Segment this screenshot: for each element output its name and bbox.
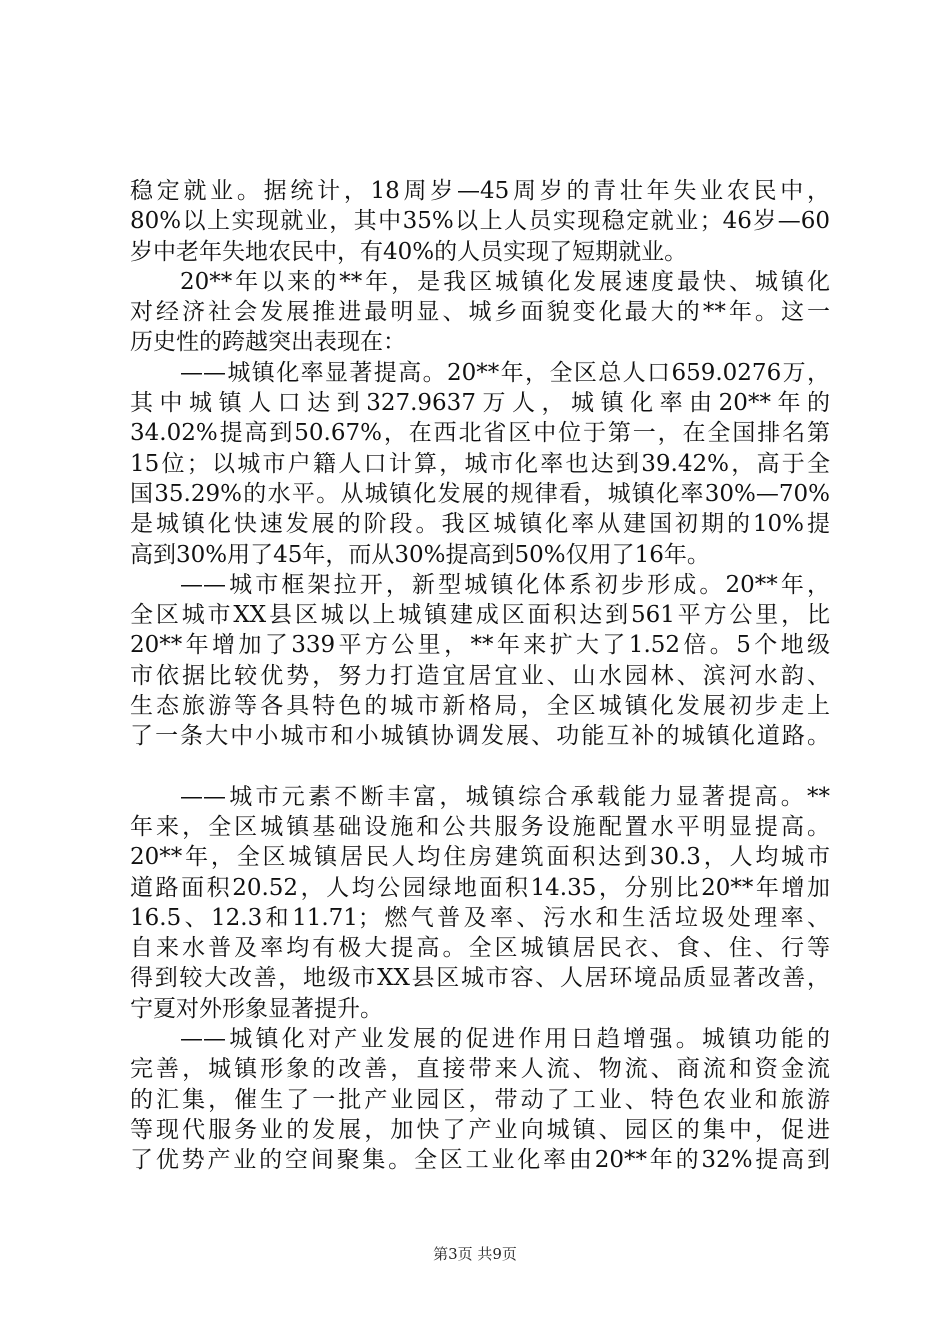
page-number-footer: 第3页 共9页 [433,1245,517,1263]
text-line: 对经济社会发展推进最明显、城乡面貌变化最大的**年。这一 [130,299,830,326]
text-line: 全区城市XX县区城以上城镇建成区面积达到561平方公里，比 [130,602,830,629]
text-line: 是城镇化快速发展的阶段。我区城镇化率从建国初期的10%提 [130,511,830,538]
paragraph-gap [130,752,830,782]
text-line: 道路面积20.52，人均公园绿地面积14.35，分别比20**年增加 [130,874,830,901]
text-line: 20**年增加了339平方公里，**年来扩大了1.52倍。5个地级 [130,632,830,659]
text-line: 16.5、12.3和11.71；燃气普及率、污水和生活垃圾处理率、 [130,904,830,931]
paragraph-start: ——城镇化对产业发展的促进作用日趋增强。城镇功能的 [180,1026,830,1053]
text-line: 历史性的跨越突出表现在： [130,329,406,356]
text-line: 国35.29%的水平。从城镇化发展的规律看，城镇化率30%—70% [130,480,830,507]
text-line: 34.02%提高到50.67%，在西北省区中位于第一，在全国排名第 [130,420,830,447]
text-line: 20**年，全区城镇居民人均住房建筑面积达到30.3，人均城市 [130,844,830,871]
text-line: 年来，全区城镇基础设施和公共服务设施配置水平明显提高。 [130,813,830,840]
text-line: 高到30%用了45年，而从30%提高到50%仅用了16年。 [130,541,710,568]
text-line: 市依据比较优势，努力打造宜居宜业、山水园林、滨河水韵、 [130,662,830,689]
text-line: 80%以上实现就业，其中35%以上人员实现稳定就业；46岁—60 [130,208,830,235]
text-line: 完善，城镇形象的改善，直接带来人流、物流、商流和资金流 [130,1056,830,1083]
text-line: 等现代服务业的发展，加快了产业向城镇、园区的集中，促进 [130,1116,830,1143]
text-line: 岁中老年失地农民中，有40%的人员实现了短期就业。 [130,238,688,265]
text-line: 了优势产业的空间聚集。全区工业化率由20**年的32%提高到 [130,1147,830,1174]
text-line: 得到较大改善，地级市XX县区城市容、人居环境品质显著改善， [130,965,830,992]
text-line: 其中城镇人口达到327.9637万人，城镇化率由20**年的 [130,390,830,417]
text-line: 宁夏对外形象显著提升。 [130,995,383,1022]
text-line: 15位；以城市户籍人口计算，城市化率也达到39.42%，高于全 [130,450,830,477]
paragraph-start: ——城镇化率显著提高。20**年，全区总人口659.0276万， [180,359,830,386]
text-line: 的汇集，催生了一批产业园区，带动了工业、特色农业和旅游 [130,1086,830,1113]
paragraph-start: ——城市框架拉开，新型城镇化体系初步形成。20**年， [180,571,830,598]
document-body [130,176,830,1176]
text-line: 生态旅游等各具特色的城市新格局，全区城镇化发展初步走上 [130,693,830,720]
paragraph-start: 20**年以来的**年，是我区城镇化发展速度最快、城镇化 [180,268,830,295]
paragraph-start: ——城市元素不断丰富，城镇综合承载能力显著提高。** [180,783,830,810]
text-line: 自来水普及率均有极大提高。全区城镇居民衣、食、住、行等 [130,935,830,962]
text-line: 了一条大中小城市和小城镇协调发展、功能互补的城镇化道路。 [130,723,830,750]
text-line: 稳定就业。据统计，18周岁—45周岁的青壮年失业农民中， [130,178,830,204]
